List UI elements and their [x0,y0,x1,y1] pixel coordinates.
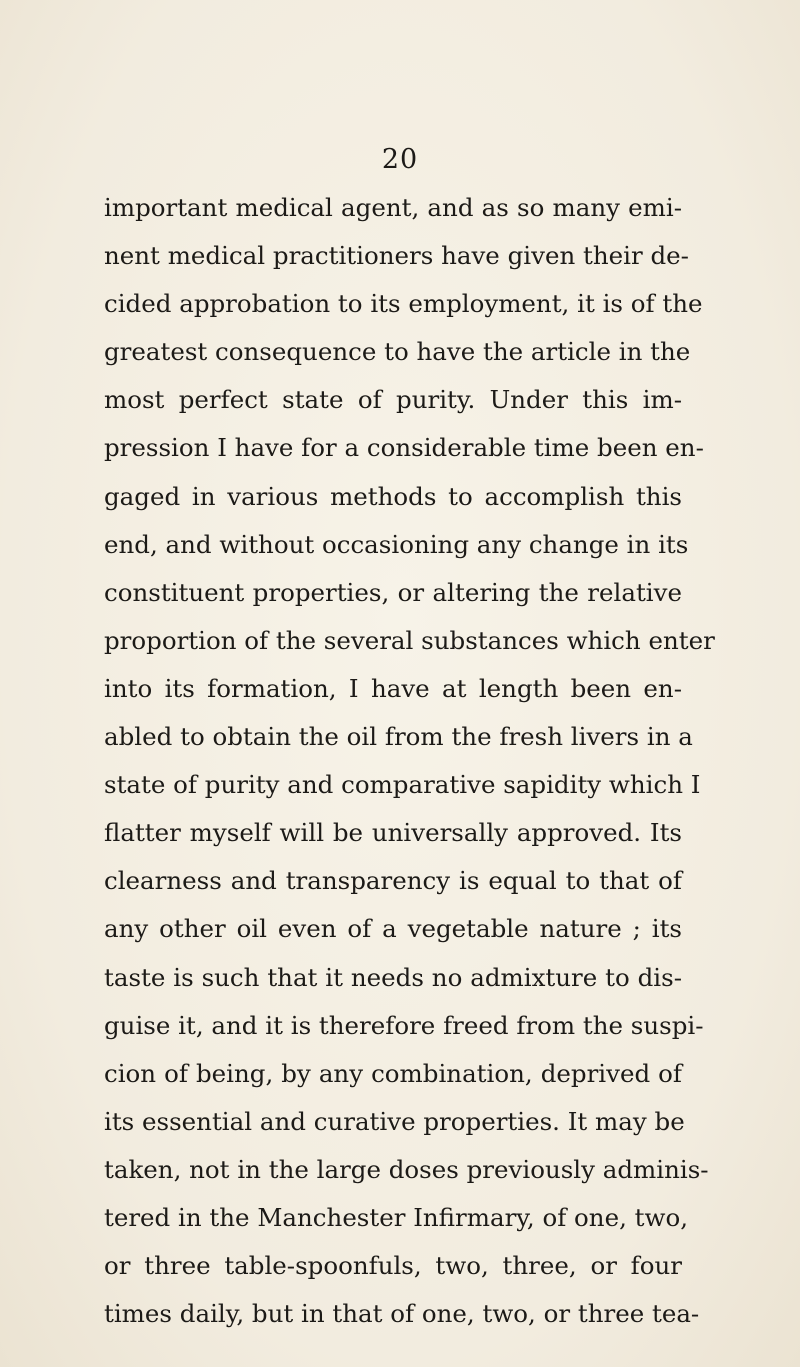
text-line: clearness and transparency is equal to that of [104,866,682,896]
text-line: cion of being, by any combination, deprived of [104,1058,682,1088]
page-number: 20 [381,144,419,175]
text-line: nent medical practitioners have given their de- [104,241,689,271]
text-line: constituent properties, or altering the relative [104,577,682,607]
text-line: cided approbation to its employment, it is of the [104,289,703,319]
text-line: any other oil even of a vegetable nature ; its [104,914,682,944]
body-text [104,184,715,1338]
text-line: important medical agent, and as so many emi- [104,193,682,222]
text-line: most perfect state of purity. Under this im- [104,385,682,415]
text-line: pression I have for a considerable time been en- [104,433,704,463]
text-line: state of purity and comparative sapidity which I [104,770,701,800]
text-line: or three table-spoonfuls, two, three, or four [104,1251,682,1281]
text-line: greatest consequence to have the article in the [104,337,691,367]
text-line: flatter myself will be universally approved. Its [104,818,682,848]
text-line: gaged in various methods to accomplish this [104,481,682,511]
text-line: tered in the Manchester Infirmary, of one, two, [104,1202,689,1232]
text-line: guise it, and it is therefore freed from the suspi- [104,1010,704,1040]
text-line: its essential and curative properties. It may be [104,1106,685,1136]
text-line: end, and without occasioning any change in its [104,529,689,559]
text-line: proportion of the several substances which enter [104,625,715,655]
text-line: taste is such that it needs no admixture to dis- [104,962,682,992]
text-line: abled to obtain the oil from the fresh livers in a [104,722,693,752]
text-line: into its formation, I have at length been en- [104,673,682,703]
text-line: taken, not in the large doses previously adminis- [104,1154,709,1184]
text-line: times daily, but in that of one, two, or three tea- [104,1299,700,1329]
